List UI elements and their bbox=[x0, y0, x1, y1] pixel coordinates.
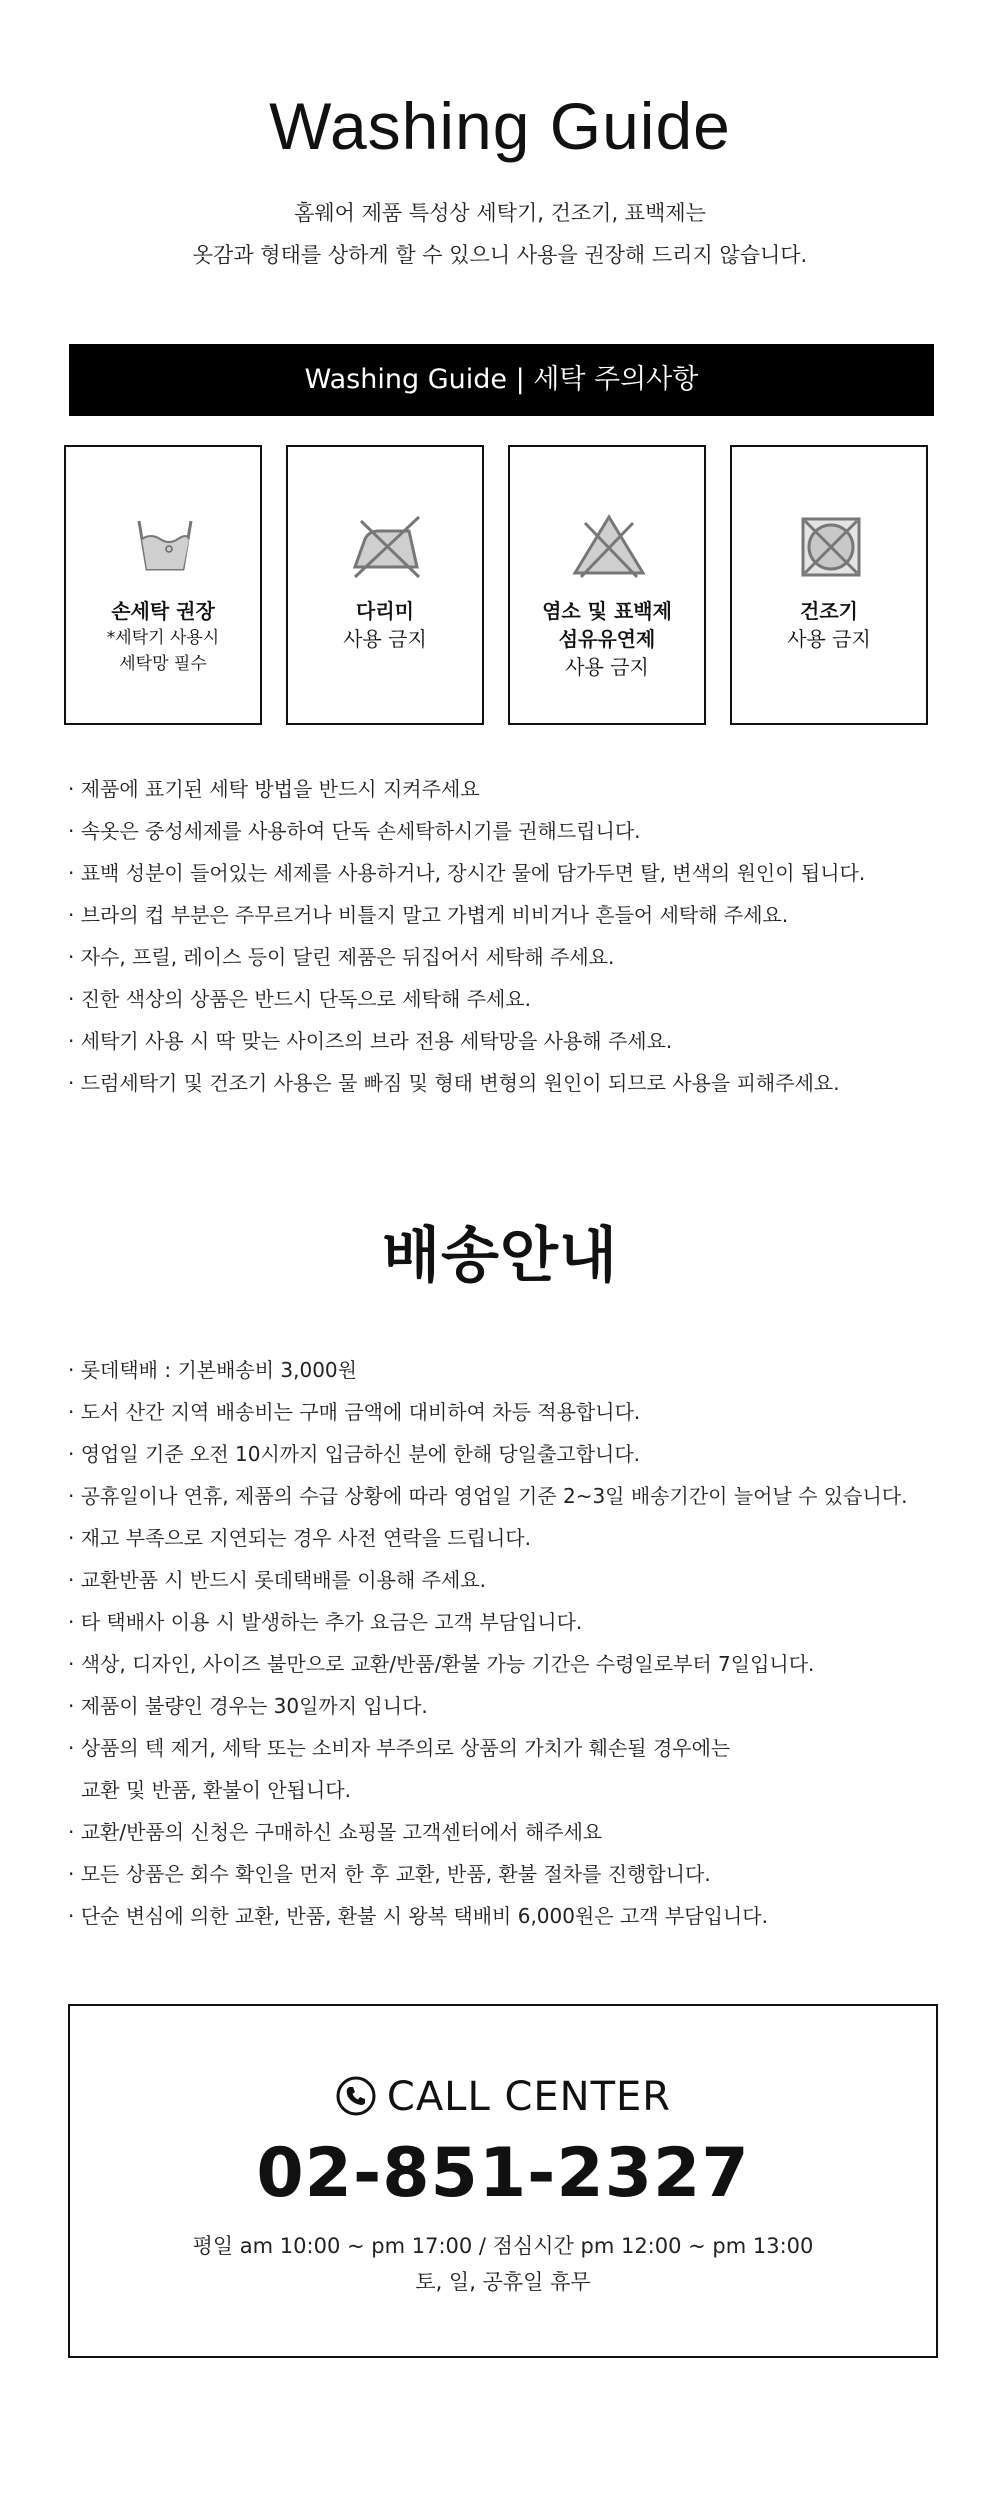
list-item: · 모든 상품은 회수 확인을 먼저 한 후 교환, 반품, 환불 절차를 진행합니다. bbox=[68, 1862, 711, 1886]
care-card-title: 염소 및 표백제 bbox=[542, 599, 672, 623]
list-item: · 단순 변심에 의한 교환, 반품, 환불 시 왕복 택배비 6,000원은 고객 부담입니다. bbox=[68, 1904, 768, 1928]
call-center-label: CALL CENTER bbox=[386, 2074, 672, 2120]
call-center-box bbox=[68, 2004, 938, 2358]
care-card-title: 건조기 bbox=[800, 599, 858, 623]
no-bleach-icon bbox=[569, 507, 649, 587]
care-card-text bbox=[732, 597, 926, 653]
shipping-title: 배송안내 bbox=[382, 1221, 618, 1291]
care-card-desc: 사용 금지 bbox=[787, 627, 871, 651]
care-card-sub: 세탁망 필수 bbox=[119, 654, 207, 674]
care-card-text bbox=[288, 597, 482, 653]
no-tumble-dry-icon bbox=[791, 507, 871, 587]
list-item: · 세탁기 사용 시 딱 맞는 사이즈의 브라 전용 세탁망을 사용해 주세요. bbox=[68, 1029, 673, 1053]
call-center-heading bbox=[70, 2072, 936, 2122]
list-item: · 타 택배사 이용 시 발생하는 추가 요금은 고객 부담입니다. bbox=[68, 1610, 583, 1634]
care-card-no-iron bbox=[286, 445, 484, 725]
list-item: · 영업일 기준 오전 10시까지 입금하신 분에 한해 당일출고합니다. bbox=[68, 1442, 641, 1466]
list-item: · 재고 부족으로 지연되는 경우 사전 연락을 드립니다. bbox=[68, 1526, 531, 1550]
washing-intro bbox=[0, 192, 1000, 276]
care-card-title: 다리미 bbox=[356, 599, 414, 623]
list-item: · 교환/반품의 신청은 구매하신 쇼핑몰 고객센터에서 해주세요 bbox=[68, 1820, 603, 1844]
care-card-text bbox=[510, 597, 704, 681]
phone-icon bbox=[335, 2075, 377, 2117]
shipping-notes-list bbox=[68, 1349, 907, 1937]
care-card-no-bleach bbox=[508, 445, 706, 725]
care-card-text bbox=[66, 597, 260, 677]
care-card-desc: 사용 금지 bbox=[565, 655, 649, 679]
care-card-hand-wash bbox=[64, 445, 262, 725]
washing-guide-bar: Washing Guide | 세탁 주의사항 bbox=[69, 344, 934, 416]
care-card-title: 손세탁 권장 bbox=[111, 599, 215, 623]
list-item: · 색상, 디자인, 사이즈 불만으로 교환/반품/환불 가능 기간은 수령일로부터 7일입니다. bbox=[68, 1652, 815, 1676]
call-center-hours bbox=[70, 2228, 936, 2300]
list-item: · 롯데택배 : 기본배송비 3,000원 bbox=[68, 1358, 357, 1382]
hand-wash-icon bbox=[125, 507, 205, 587]
list-item: · 브라의 컵 부분은 주무르거나 비틀지 말고 가볍게 비비거나 흔들어 세탁해 주세요. bbox=[68, 903, 789, 927]
list-item: · 자수, 프릴, 레이스 등이 달린 제품은 뒤집어서 세탁해 주세요. bbox=[68, 945, 615, 969]
holiday-notice: 토, 일, 공휴일 휴무 bbox=[415, 2270, 591, 2294]
intro-line: 옷감과 형태를 상하게 할 수 있으니 사용을 권장해 드리지 않습니다. bbox=[192, 243, 808, 267]
intro-line: 홈웨어 제품 특성상 세탁기, 건조기, 표백제는 bbox=[294, 201, 706, 225]
call-center-phone[interactable]: 02-851-2327 bbox=[256, 2134, 750, 2213]
list-item: · 상품의 텍 제거, 세탁 또는 소비자 부주의로 상품의 가치가 훼손될 경우에는 bbox=[68, 1736, 731, 1760]
washing-notes-list bbox=[68, 768, 865, 1104]
list-item: · 제품이 불량인 경우는 30일까지 입니다. bbox=[68, 1694, 428, 1718]
business-hours: 평일 am 10:00 ~ pm 17:00 / 점심시간 pm 12:00 ~ pm 13:00 bbox=[192, 2234, 814, 2258]
list-item: · 공휴일이나 연휴, 제품의 수급 상황에 따라 영업일 기준 2~3일 배송기간이 늘어날 수 있습니다. bbox=[68, 1484, 908, 1508]
care-card-sub: *세탁기 사용시 bbox=[106, 628, 220, 648]
list-item: · 표백 성분이 들어있는 세제를 사용하거나, 장시간 물에 담가두면 탈, 변색의 원인이 됩니다. bbox=[68, 861, 866, 885]
list-item: · 드럼세탁기 및 건조기 사용은 물 빠짐 및 형태 변형의 원인이 되므로 사용을 피해주세요. bbox=[68, 1071, 840, 1095]
list-item: · 속옷은 중성세제를 사용하여 단독 손세탁하시기를 권해드립니다. bbox=[68, 819, 641, 843]
care-card-desc: 사용 금지 bbox=[343, 627, 427, 651]
care-card-title: 섬유유연제 bbox=[558, 627, 656, 651]
list-item: · 교환반품 시 반드시 롯데택배를 이용해 주세요. bbox=[68, 1568, 486, 1592]
washing-guide-title: Washing Guide bbox=[269, 89, 731, 163]
care-symbol-cards bbox=[64, 445, 928, 725]
list-item: · 제품에 표기된 세탁 방법을 반드시 지켜주세요 bbox=[68, 777, 480, 801]
care-card-no-tumble-dry bbox=[730, 445, 928, 725]
list-item: · 진한 색상의 상품은 반드시 단독으로 세탁해 주세요. bbox=[68, 987, 531, 1011]
list-item: 교환 및 반품, 환불이 안됩니다. bbox=[81, 1778, 351, 1802]
no-iron-icon bbox=[347, 507, 427, 587]
list-item: · 도서 산간 지역 배송비는 구매 금액에 대비하여 차등 적용합니다. bbox=[68, 1400, 641, 1424]
